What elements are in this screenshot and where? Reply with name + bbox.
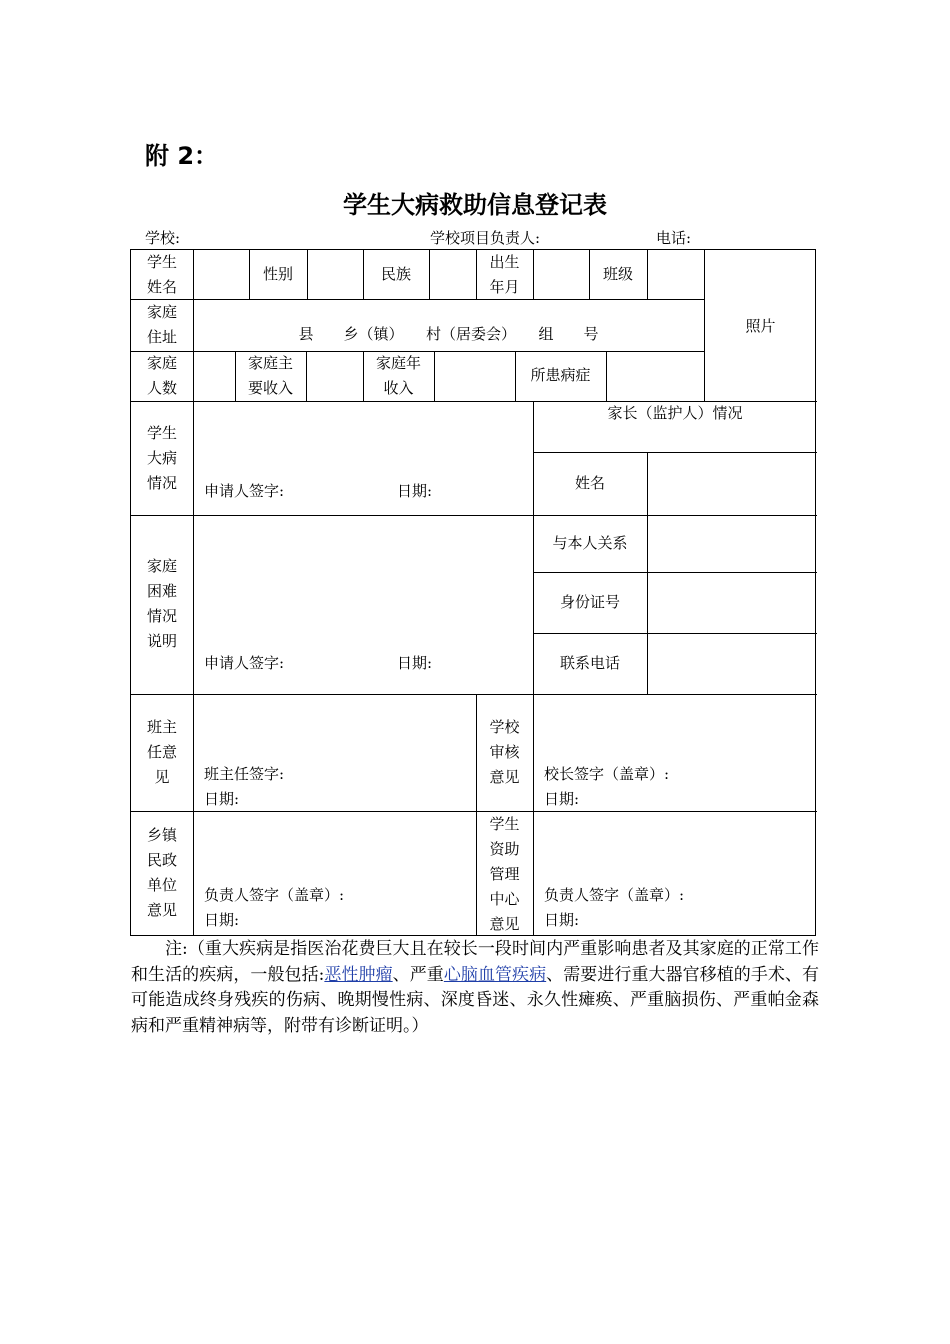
illness-section-label: 学生 大病 情况 bbox=[146, 424, 177, 492]
registration-table bbox=[130, 249, 816, 936]
photo-placeholder: 照片 bbox=[745, 317, 776, 335]
hardship-date: 日期: bbox=[397, 654, 433, 672]
illness-date: 日期: bbox=[397, 482, 433, 500]
town-date: 日期: bbox=[204, 911, 240, 929]
family-size-label: 家庭 人数 bbox=[146, 354, 177, 397]
class-label: 班级 bbox=[602, 265, 633, 283]
guardian-id-label: 身份证号 bbox=[559, 593, 620, 611]
school-review-label: 学校 审核 意见 bbox=[489, 718, 520, 786]
main-income-label: 家庭主 要收入 bbox=[247, 354, 293, 397]
guardian-phone-label: 联系电话 bbox=[559, 654, 620, 672]
guardian-name-label: 姓名 bbox=[574, 474, 605, 492]
link-cardiovascular-disease[interactable]: 心脑血管疾病 bbox=[443, 964, 547, 985]
gender-label: 性别 bbox=[262, 265, 293, 283]
aid-center-date: 日期: bbox=[544, 911, 580, 929]
aid-center-label: 学生 资助 管理 中心 意见 bbox=[489, 815, 520, 933]
ethnicity-label: 民族 bbox=[380, 265, 411, 283]
school-label: 学校: bbox=[145, 229, 181, 247]
hardship-section-label: 家庭 困难 情况 说明 bbox=[146, 557, 177, 650]
town-opinion-label: 乡镇 民政 单位 意见 bbox=[146, 826, 177, 919]
address-label: 家庭 住址 bbox=[146, 303, 177, 346]
project-leader-label: 学校项目负责人: bbox=[430, 229, 541, 247]
teacher-opinion-label: 班主 任意 见 bbox=[146, 718, 177, 786]
form-title: 学生大病救助信息登记表 bbox=[343, 191, 607, 219]
student-name-label: 学生 姓名 bbox=[146, 253, 177, 296]
aid-center-sign: 负责人签字（盖章）: bbox=[544, 886, 685, 904]
teacher-sign: 班主任签字: bbox=[204, 765, 285, 783]
guardian-header: 家长（监护人）情况 bbox=[607, 404, 743, 422]
birth-label: 出生 年月 bbox=[489, 253, 520, 296]
note-text-3: 、需要进行重大器官移植的手术、有可能造成终身残疾的伤病、晚期慢性病、深度昏迷、永久性瘫痪、严重脑损伤、严重帕金森病和严重精神病等，附带有诊断证明。） bbox=[131, 964, 820, 1036]
town-sign: 负责人签字（盖章）: bbox=[204, 886, 345, 904]
guardian-relation-label: 与本人关系 bbox=[552, 534, 628, 552]
note-text-1: 注:（重大疾病是指医治花费巨大且在较长一段时间内严重影响患者及其家庭的正常工作和生活的疾病，一般包括: bbox=[131, 939, 819, 985]
principal-sign: 校长签字（盖章）: bbox=[544, 765, 670, 783]
principal-date: 日期: bbox=[544, 790, 580, 808]
footnote bbox=[131, 937, 819, 1039]
note-text-2: 、严重 bbox=[392, 964, 444, 985]
illness-label: 所患病症 bbox=[530, 366, 591, 384]
address-format: 县 乡（镇） 村（居委会） 组 号 bbox=[298, 325, 599, 343]
annual-income-label: 家庭年 收入 bbox=[375, 354, 421, 397]
link-malignant-tumor[interactable]: 恶性肿瘤 bbox=[324, 964, 393, 985]
teacher-date: 日期: bbox=[204, 790, 240, 808]
phone-label: 电话: bbox=[656, 229, 692, 247]
hardship-applicant-sign: 申请人签字: bbox=[204, 654, 285, 672]
illness-applicant-sign: 申请人签字: bbox=[204, 482, 285, 500]
attachment-label: 附 2： bbox=[145, 142, 219, 170]
